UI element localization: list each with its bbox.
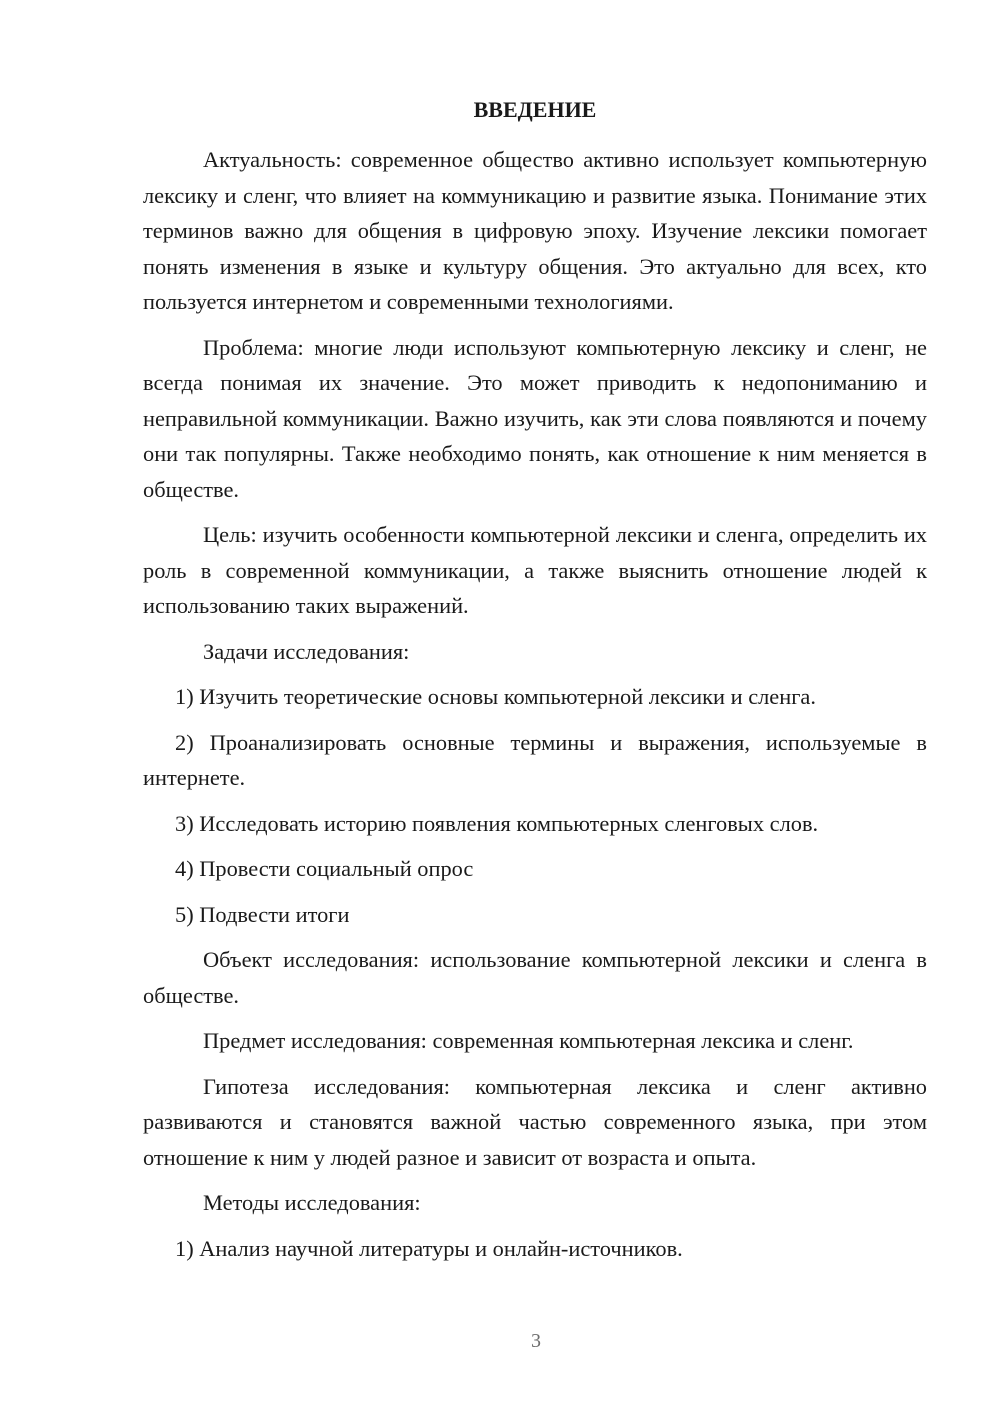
document-page	[143, 92, 927, 1276]
method-item: 1) Анализ научной литературы и онлайн-источников.	[175, 1235, 683, 1261]
object-paragraph: Объект исследования: использование компьютерной лексики и сленга в обществе.	[143, 947, 927, 1008]
task-item: 1) Изучить теоретические основы компьютерной лексики и сленга.	[175, 684, 816, 709]
methods-heading: Методы исследования:	[203, 1190, 421, 1215]
section-title: ВВЕДЕНИЕ	[473, 97, 597, 122]
relevance-paragraph: Актуальность: современное общество активно использует компьютерную лексику и сленг, что влияет на коммуникацию и развитие языка. Понимание этих терминов важно для общения в цифровую эпоху. Изучение лексики помогает понять изменения в языке и культуру общения. Это актуально для всех, кто пользуется интернетом и современными технологиями.	[143, 147, 927, 314]
tasks-heading: Задачи исследования:	[203, 638, 410, 664]
task-item: 4) Провести социальный опрос	[175, 856, 474, 881]
subject-paragraph: Предмет исследования: современная компьютерная лексика и сленг.	[203, 1028, 854, 1053]
task-item: 2) Проанализировать основные термины и выражения, используемые в интернете.	[143, 729, 927, 790]
problem-paragraph: Проблема: многие люди используют компьютерную лексику и сленг, не всегда понимая их значение. Это может приводить к недопониманию и неправильной коммуникации. Важно изучить, как эти слова появляются и почему они так популярны. Также необходимо понять, как отношение к ним меняется в обществе.	[143, 334, 927, 502]
goal-paragraph: Цель: изучить особенности компьютерной лексики и сленга, определить их роль в современной коммуникации, а также выяснить отношение людей к использованию таких выражений.	[143, 522, 927, 618]
page-number: 3	[531, 1330, 541, 1352]
task-item: 5) Подвести итоги	[175, 901, 350, 927]
hypothesis-paragraph: Гипотеза исследования: компьютерная лексика и сленг активно развиваются и становятся важной частью современного языка, при этом отношение к ним у людей разное и зависит от возраста и опыта.	[143, 1073, 927, 1170]
task-item: 3) Исследовать историю появления компьютерных сленговых слов.	[175, 810, 819, 836]
